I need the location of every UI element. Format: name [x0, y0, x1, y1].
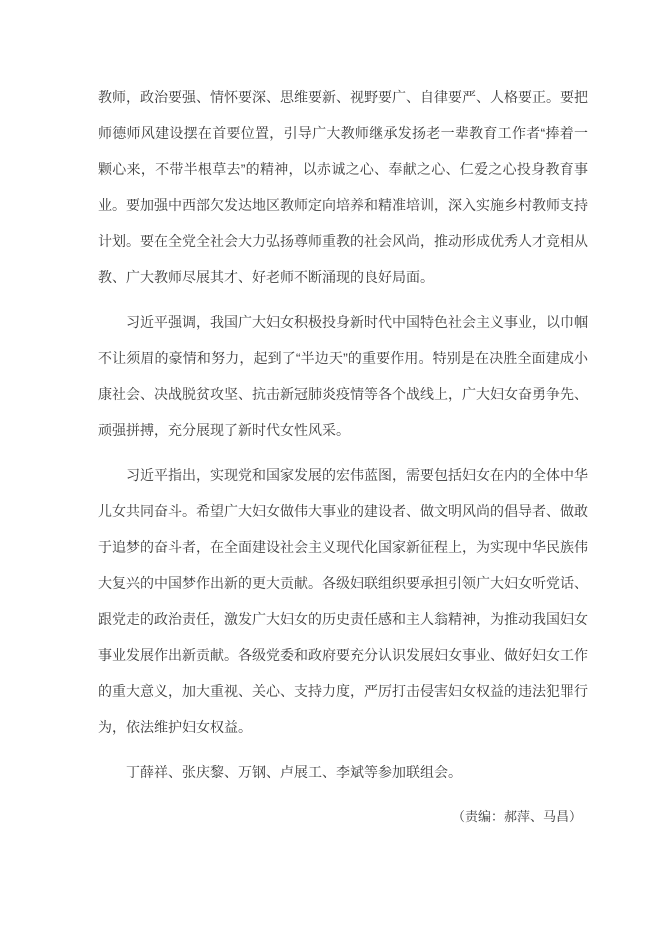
article-paragraph-3: 习近平指出，实现党和国家发展的宏伟蓝图，需要包括妇女在内的全体中华儿女共同奋斗。希望广大妇女做伟大事业的建设者、做文明风尚的倡导者、做敢于追梦的奋斗者，在全面建设社会主义现代化国家新征程上，为实现中华民族伟大复兴的中国梦作出新的更大贡献。各级妇联组织要承担引领广大妇女听党话、跟党走的政治责任，激发广大妇女的历史责任感和主人翁精神，为推动我国妇女事业发展作出新贡献。各级党委和政府要充分认识发展妇女事业、做好妇女工作的重大意义，加大重视、关心、支持力度，严厉打击侵害妇女权益的违法犯罪行为，依法维护妇女权益。 — [98, 467, 588, 735]
article-paragraph-4: 丁薛祥、张庆黎、万钢、卢展工、李斌等参加联组会。 — [126, 764, 462, 780]
editors-byline: （责编：郝萍、马昌） — [451, 809, 582, 824]
article-paragraph-1: 教师，政治要强、情怀要深、思维要新、视野要广、自律要严、人格要正。要把师德师风建设摆在首要位置，引导广大教师继承发扬老一辈教育工作者“捧着一颗心来，不带半根草去”的精神，以赤诚之心、奉献之心、仁爱之心投身教育事业。要加强中西部欠发达地区教师定向培养和精准培训，深入实施乡村教师支持计划。要在全党全社会大力弘扬尊师重教的社会风尚，推动形成优秀人才竞相从教、广大教师尽展其才、好老师不断涌现的良好局面。 — [98, 89, 588, 285]
article-paragraph-2: 习近平强调，我国广大妇女积极投身新时代中国特色社会主义事业，以巾帼不让须眉的豪情和努力，起到了“半边天”的重要作用。特别是在决胜全面建成小康社会、决战脱贫攻坚、抗击新冠肺炎疫情等各个战线上，广大妇女奋勇争先、顽强拼搏，充分展现了新时代女性风采。 — [98, 314, 588, 438]
article-body — [98, 79, 588, 835]
